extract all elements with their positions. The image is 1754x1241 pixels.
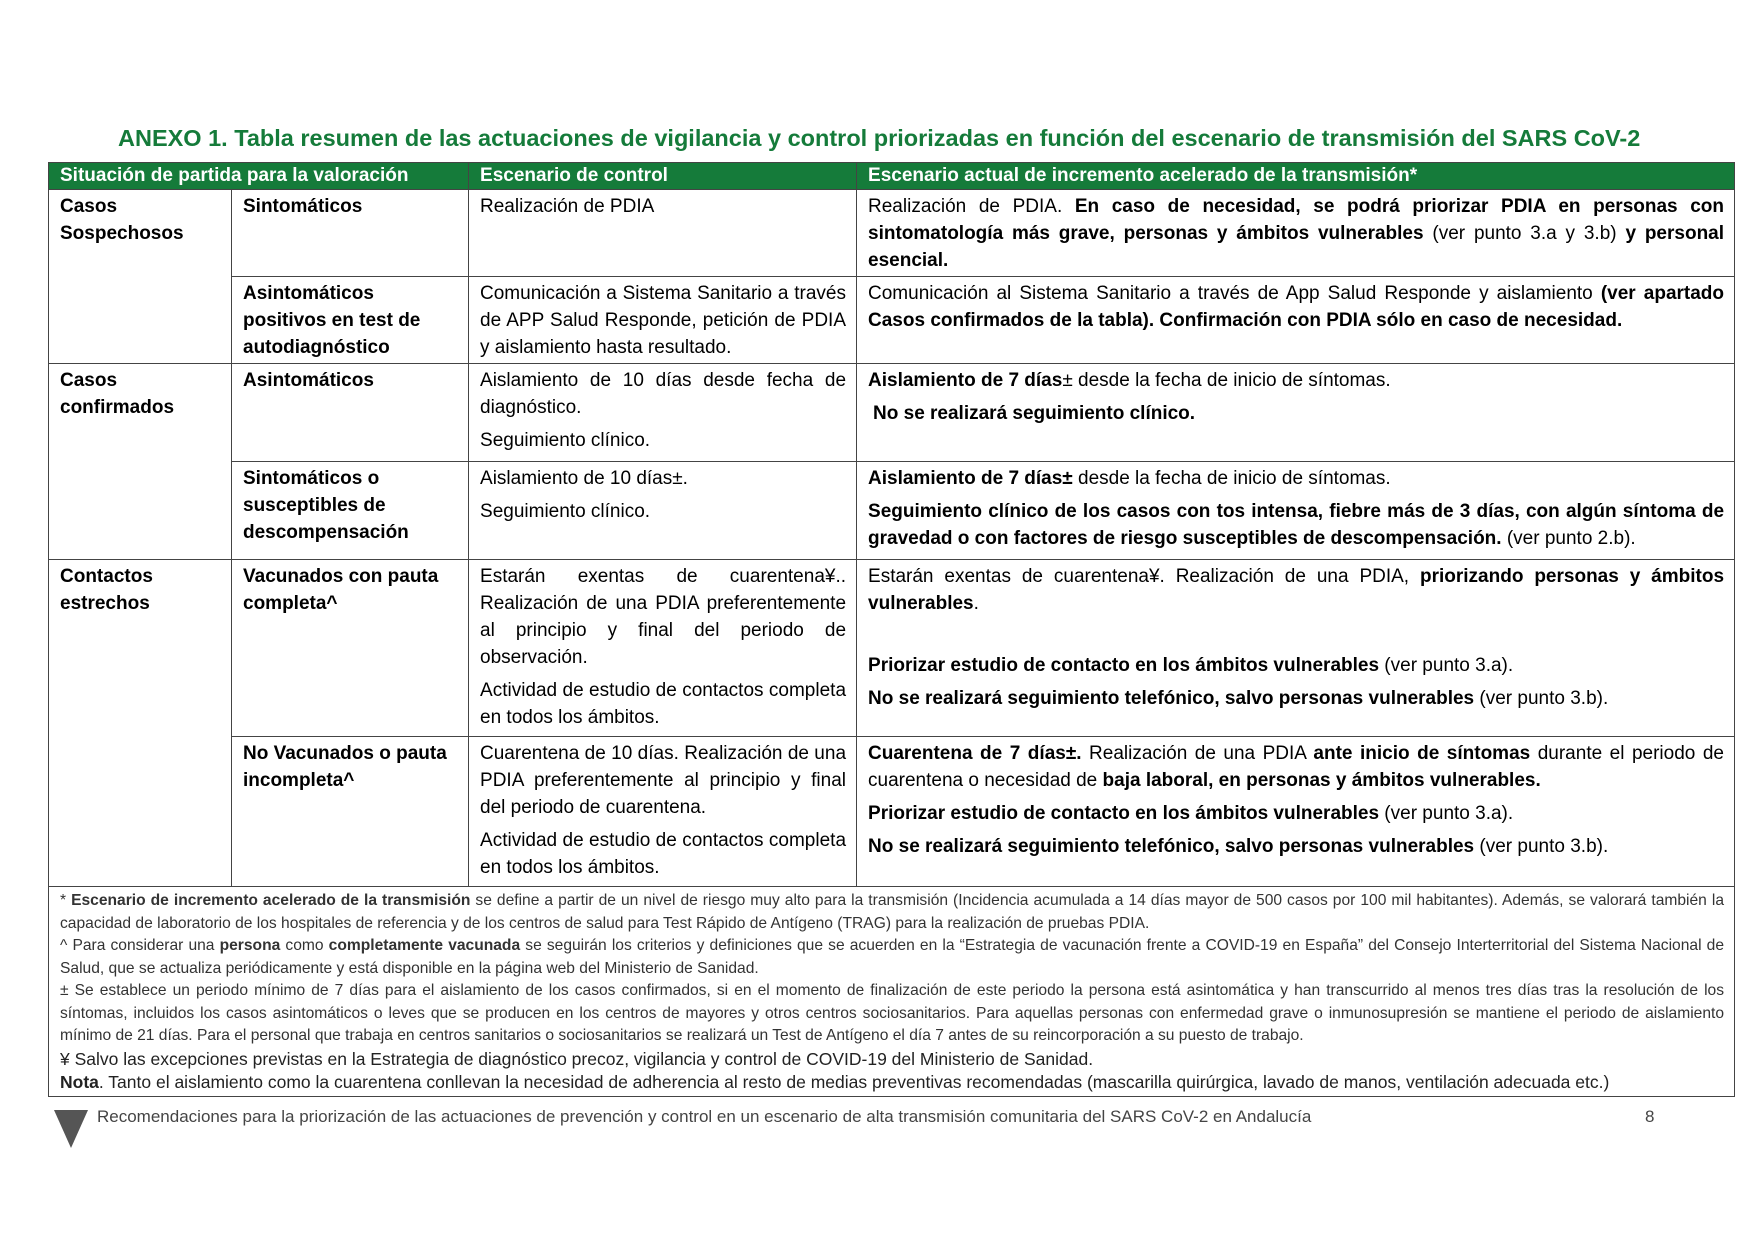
- text-paragraph: [868, 740, 1724, 794]
- text-run: y personal esencial.: [868, 223, 1725, 271]
- text-run: (ver apartado Casos confirmados de la tabla). Confirmación con PDIA sólo en caso de necesidad.: [868, 283, 1725, 331]
- text-paragraph: [868, 833, 1724, 860]
- page-title: ANEXO 1. Tabla resumen de las actuaciones de vigilancia y control priorizadas en función del escenario de transmisión del SARS CoV-2: [118, 125, 1641, 151]
- control-cell: [469, 364, 857, 462]
- group-label: Casos confirmados: [49, 364, 232, 560]
- control-cell: Comunicación a Sistema Sanitario a través de APP Salud Responde, petición de PDIA y aislamiento hasta resultado.: [469, 277, 857, 364]
- actual-cell: [857, 560, 1735, 737]
- text-paragraph: Actividad de estudio de contactos completa en todos los ámbitos.: [480, 680, 847, 728]
- text-paragraph: [868, 367, 1724, 394]
- text-run: priorizando personas y ámbitos vulnerables: [868, 566, 1725, 614]
- text-paragraph: Seguimiento clínico.: [480, 501, 651, 522]
- table-row: [49, 560, 1735, 737]
- row-label: No Vacunados o pauta incompleta^: [232, 737, 469, 887]
- text-run: se seguirán los criterios y definiciones que se acuerden en la “Estrategia de vacunación frente a COVID-19 en España” del Consejo Interterritorial del Sistema Nacional de Salud, que se actualiza periódicamente y está disponible en la página web del Ministerio de Sanidad.: [60, 937, 1725, 977]
- table-row: [49, 364, 1735, 462]
- header-escenario-actual: Escenario actual de incremento acelerado de la transmisión*: [857, 163, 1735, 190]
- text-run: *: [60, 892, 72, 909]
- group-label: Contactos estrechos: [49, 560, 232, 887]
- text-run: Seguimiento clínico de los casos con tos intensa, fiebre más de 3 días, con algún síntoma de gravedad o con factores de riesgo susceptibles de descompensación.: [868, 501, 1725, 549]
- row-label: Vacunados con pauta completa^: [232, 560, 469, 737]
- footer-triangle-icon: [54, 1110, 88, 1148]
- actual-cell: [857, 277, 1735, 364]
- text-run: Estarán exentas de cuarentena¥. Realización de una PDIA,: [868, 566, 1420, 587]
- text-run: ± desde la fecha de inicio de síntomas.: [1062, 370, 1391, 391]
- footnote-caret: [60, 935, 1724, 980]
- text-run: Comunicación al Sistema Sanitario a través de App Salud Responde y aislamiento: [868, 283, 1601, 304]
- footnote-nota: [60, 1071, 1724, 1094]
- footnote-plusminus: ± Se establece un periodo mínimo de 7 días para el aislamiento de los casos confirmados, si en el momento de finalización de este periodo la persona está asintomática y han transcurrido al menos tres días tras la resolución de los síntomas, incluidos los casos asintomáticos o leves que se producen en los centros de mayores y otros centros sociosanitarios. Para aquellas personas con enfermedad grave o inmunosupresión se mantiene el periodo de aislamiento mínimo de 21 días. Para el personal que trabaja en centros sanitarios o sociosanitarios se realizará un Test de Antígeno el día 7 antes de su reincorporación a su puesto de trabajo.: [60, 982, 1725, 1044]
- text-run: Aislamiento de 7 días±: [868, 468, 1073, 489]
- text-run: durante el periodo de cuarentena o necesidad de: [868, 743, 1724, 791]
- footer-text: Recomendaciones para la priorización de las actuaciones de prevención y control en un escenario de alta transmisión comunitaria del SARS CoV-2 en Andalucía: [97, 1107, 1312, 1126]
- text-paragraph: Aislamiento de 10 días desde fecha de diagnóstico.: [480, 370, 847, 418]
- text-run: ^ Para considerar una: [60, 937, 220, 954]
- text-run: (ver punto 3.a).: [1379, 803, 1514, 824]
- text-run: . Tanto el aislamiento como la cuarentena conllevan la necesidad de adherencia al resto de medias preventivas recomendadas (mascarilla quirúrgica, lavado de manos, ventilación adecuada etc.): [98, 1071, 1610, 1092]
- text-paragraph: Estarán exentas de cuarentena¥.. Realización de una PDIA preferentemente al principio y final del periodo de observación.: [480, 566, 847, 668]
- actual-cell: [857, 190, 1735, 277]
- text-run: persona: [219, 937, 281, 954]
- header-escenario-control: Escenario de control: [469, 163, 857, 190]
- text-run: Cuarentena de 7 días±.: [868, 743, 1082, 764]
- text-run: (ver punto 3.a).: [1379, 655, 1514, 676]
- actual-cell: [857, 364, 1735, 462]
- text-run: Priorizar estudio de contacto en los ámbitos vulnerables: [868, 803, 1380, 824]
- footnotes-row: [49, 887, 1735, 1097]
- text-run: En caso de necesidad, se podrá priorizar PDIA en personas con sintomatología más grave, personas y ámbitos vulnerables: [868, 196, 1725, 244]
- text-paragraph: [868, 563, 1724, 617]
- text-run: (ver punto 2.b).: [1501, 528, 1636, 549]
- text-run: (ver punto 3.b).: [1474, 836, 1609, 857]
- page-number: 8: [1645, 1107, 1655, 1126]
- row-label: Sintomáticos: [232, 190, 469, 277]
- control-cell: Realización de PDIA: [469, 190, 857, 277]
- text-run: completamente vacunada: [328, 937, 521, 954]
- control-cell: [469, 560, 857, 737]
- text-paragraph: [868, 685, 1724, 712]
- text-run: ante inicio de síntomas: [1313, 743, 1531, 764]
- table-row: [49, 737, 1735, 887]
- footnote-star: [60, 890, 1724, 935]
- summary-table: [48, 162, 1735, 1097]
- table-row: [49, 277, 1735, 364]
- text-paragraph: [868, 465, 1724, 492]
- row-label: Asintomáticos positivos en test de autodiagnóstico: [232, 277, 469, 364]
- table-row: [49, 190, 1735, 277]
- footnote-yen: ¥ Salvo las excepciones previstas en la Estrategia de diagnóstico precoz, vigilancia y control de COVID-19 del Ministerio de Sanidad.: [60, 1048, 1094, 1069]
- text-paragraph: Aislamiento de 10 días±.: [480, 468, 688, 489]
- text-run: como: [280, 937, 329, 954]
- text-paragraph: [868, 800, 1724, 827]
- text-paragraph: [868, 652, 1724, 679]
- text-run: Aislamiento de 7 días: [868, 370, 1063, 391]
- text-paragraph: Cuarentena de 10 días. Realización de una PDIA preferentemente al principio y final del periodo de cuarentena.: [480, 743, 847, 818]
- text-run: baja laboral, en personas y ámbitos vulnerables.: [1102, 770, 1541, 791]
- text-run: No se realizará seguimiento telefónico, salvo personas vulnerables: [868, 836, 1475, 857]
- row-label: Sintomáticos o susceptibles de descompensación: [232, 462, 469, 560]
- text-run: .: [973, 593, 979, 614]
- text-run: Priorizar estudio de contacto en los ámbitos vulnerables: [868, 655, 1380, 676]
- text-run: (ver punto 3.a y 3.b): [1423, 223, 1626, 244]
- text-run: (ver punto 3.b).: [1474, 688, 1609, 709]
- group-label: Casos Sospechosos: [49, 190, 232, 364]
- actual-cell: [857, 737, 1735, 887]
- header-row: [49, 163, 1735, 190]
- text-paragraph: Seguimiento clínico.: [480, 430, 651, 451]
- row-label: Asintomáticos: [232, 364, 469, 462]
- text-run: Realización de una PDIA: [1081, 743, 1314, 764]
- control-cell: [469, 462, 857, 560]
- text-paragraph: No se realizará seguimiento clínico.: [873, 403, 1196, 424]
- text-run: se define a partir de un nivel de riesgo muy alto para la transmisión (Incidencia acumulada a 14 días mayor de 500 casos por 100 mil habitantes). Además, se valorará también la capacidad de laboratorio de los hospitales de referencia y de los centros de salud para Test Rápido de Antígeno (TRAG) para la realización de pruebas PDIA.: [60, 892, 1725, 932]
- control-cell: [469, 737, 857, 887]
- text-paragraph: [868, 498, 1724, 552]
- text-run: Escenario de incremento acelerado de la transmisión: [71, 892, 471, 909]
- text-run: Realización de PDIA.: [868, 196, 1075, 217]
- text-run: desde la fecha de inicio de síntomas.: [1072, 468, 1391, 489]
- table-row: [49, 462, 1735, 560]
- actual-cell: [857, 462, 1735, 560]
- text-run: Nota: [60, 1071, 99, 1092]
- footnotes: [49, 887, 1735, 1097]
- header-situacion: Situación de partida para la valoración: [49, 163, 469, 190]
- text-run: No se realizará seguimiento telefónico, salvo personas vulnerables: [868, 688, 1475, 709]
- text-paragraph: Actividad de estudio de contactos completa en todos los ámbitos.: [480, 830, 847, 878]
